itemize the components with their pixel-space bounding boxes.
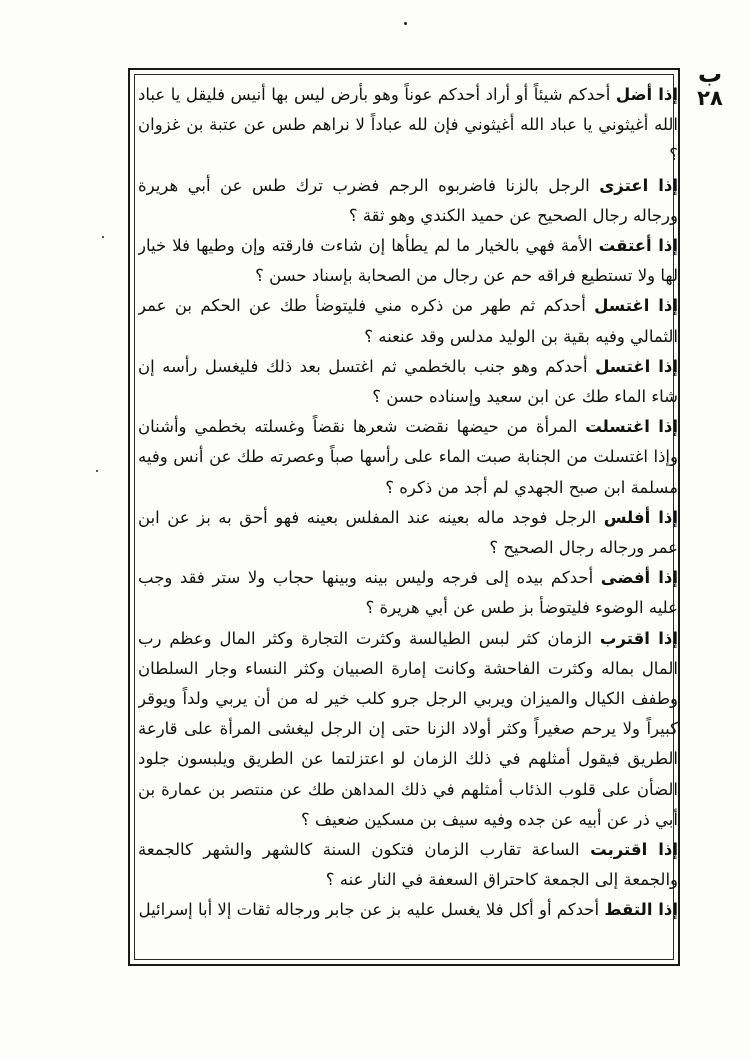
entry xyxy=(138,231,678,291)
ink-speck xyxy=(96,470,98,472)
entry-lead-word: إذا أضل xyxy=(615,85,678,104)
manuscript-text-block xyxy=(138,80,678,955)
entry xyxy=(138,895,678,925)
folio-letter: ب xyxy=(697,60,723,88)
entry-lead-word: إذا اقترب xyxy=(599,628,678,648)
entry-text: الرجل فوجد ماله بعينه عند المفلس بعينه فهو أحق به بز عن ابن عمر ورجاله رجال الصحيح ؟ xyxy=(138,507,678,558)
entry-lead-word: إذا التقط xyxy=(604,900,678,920)
entry xyxy=(138,412,678,503)
entry-text: المرأة من حيضها نقضت شعرها نقضاً وغسلته بخطمي وأشنان وإذا اغتسلت من الجنابة صبت الماء على رأسها صباً وعصرته طك عن أنس وفيه مسلمة ابن صبح الجهدي لم أجد من ذكره ؟ xyxy=(138,417,678,497)
entry-text: أحدكم بيده إلى فرجه وليس بينه وبينها حجاب ولا ستر فقد وجب عليه الوضوء فليتوضأ بز طس عن أبي هريرة ؟ xyxy=(138,568,678,618)
entry xyxy=(138,835,678,895)
entry xyxy=(138,503,678,563)
folio-marker xyxy=(690,62,730,109)
folio-number: ٢٨ xyxy=(697,86,723,111)
entry xyxy=(138,80,678,171)
entry-lead-word: إذا أفلس xyxy=(603,507,678,527)
entry xyxy=(138,171,678,231)
entry-lead-word: إذا أفضى xyxy=(600,568,678,588)
entry-lead-word: إذا اغتسل xyxy=(594,296,678,316)
entry-lead-word: إذا أعتقت xyxy=(598,236,678,256)
entry-lead-word: إذا اقتربت xyxy=(590,840,678,860)
ink-speck xyxy=(102,236,104,238)
entry xyxy=(138,563,678,623)
entry-text: أحدكم ثم طهر من ذكره مني فليتوضأ طك عن الحكم بن عمر الثمالي وفيه بقية بن الوليد مدلس وقد عنعنه ؟ xyxy=(138,296,678,346)
entry-text: الزمان كثر لبس الطيالسة وكثرت التجارة وكثر المال وعظم رب المال بماله وكثرت الفاحشة وكانت إمارة الصبيان وكثر النساء وجار السلطان وطفف الكيال والميزان ويربي الرجل جرو كلب خير له من أن يربي ولداً ويوقر كبيراً ولا يرحم صغيراً وكثر أولاد الزنا حتى إن الرجل ليغشى المرأة على قارعة الطريق فيقول أمثلهم في ذلك الزمان لو اعتزلتما عن الطريق ويلبسون جلود الضأن على قلوب الذئاب أمثلهم في ذلك المداهن طك عن منتصر بن عمارة بن أبي ذر عن أبيه عن جده وفيه سيف بن مسكين ضعيف ؟ xyxy=(138,628,678,829)
entry-text: أحدكم شيئاً أو أراد أحدكم عوناً وهو بأرض ليس بها أنيس فليقل يا عباد الله أغيثوني يا عباد الله أغيثوني فإن لله عباداً لا نراهم طس عن عتبة بن غزوان ؟ xyxy=(138,85,678,165)
entry-text: أحدكم وهو جنب بالخطمي ثم اغتسل بعد ذلك فليغسل رأسه إن شاء الماء طك عن ابن سعيد وإسناده حسن ؟ xyxy=(138,356,678,407)
entry-text: الساعة تقارب الزمان فتكون السنة كالشهر والشهر كالجمعة والجمعة إلى الجمعة كاحتراق السعفة في النار عنه ؟ xyxy=(138,840,678,890)
entry xyxy=(138,624,678,835)
entry-text: أحدكم أو أكل فلا يغسل عليه بز عن جابر ورجاله ثقات إلا أبا إسرائيل xyxy=(138,900,600,920)
entry-text: الأمة فهي بالخيار ما لم يطأها إن شاءت فارقته وإن وطيها فلا خيار لها ولا تستطيع فراقه حم عن رجال من الصحابة بإسناد حسن ؟ xyxy=(138,236,678,286)
entry xyxy=(138,291,678,351)
entry-lead-word: إذا اغتسل xyxy=(595,356,678,376)
entry-lead-word: إذا اغتسلت xyxy=(585,417,678,437)
entry xyxy=(138,352,678,412)
entry-text: الرجل بالزنا فاضربوه الرجم فضرب ترك طس عن أبي هريرة ورجاله رجال الصحيح عن حميد الكندي وهو ثقة ؟ xyxy=(138,175,678,225)
entry-lead-word: إذا اعتزى xyxy=(599,175,678,195)
ink-speck xyxy=(404,22,407,25)
